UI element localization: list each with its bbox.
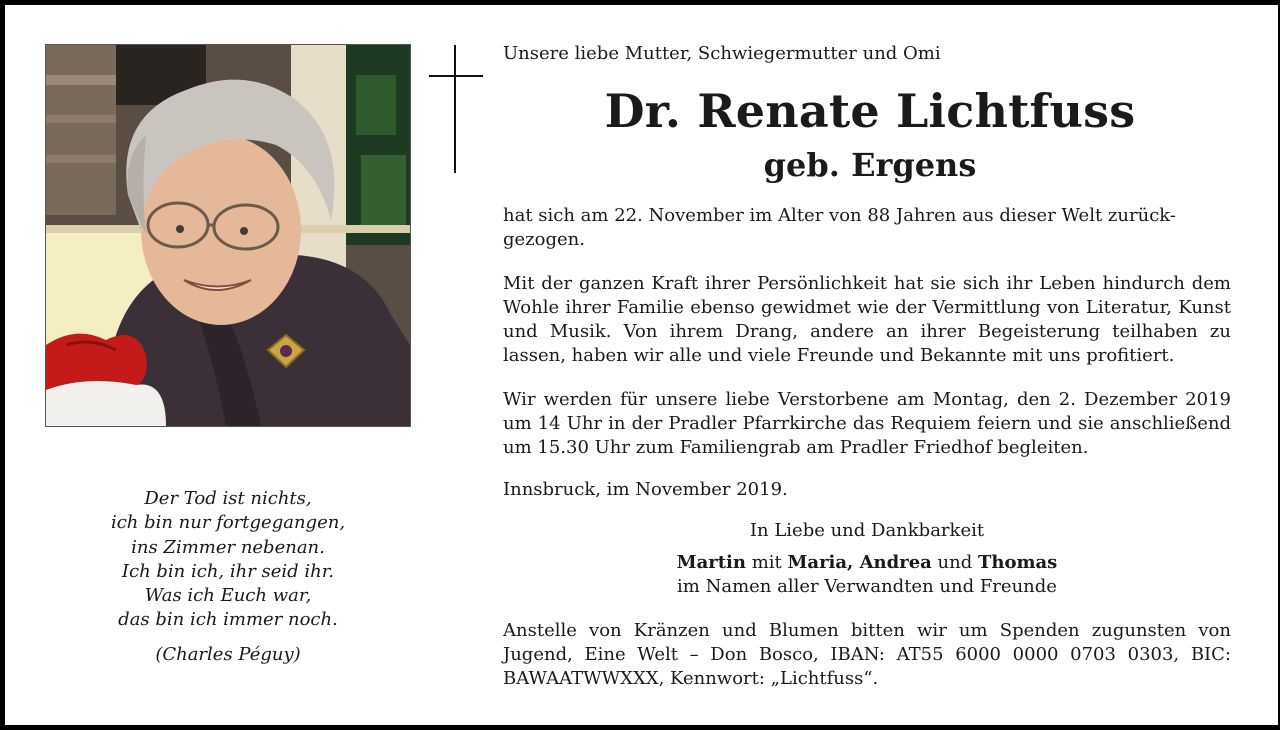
poem-line: Was ich Euch war, [144, 585, 312, 607]
family-name-martin: Martin [676, 552, 746, 573]
poem [46, 487, 410, 667]
place-date: Innsbruck, im November 2019. [503, 479, 788, 500]
poem-author: (Charles Péguy) [155, 643, 301, 665]
maiden-name: geb. Ergens [763, 146, 977, 184]
poem-line: das bin ich immer noch. [118, 609, 338, 631]
family-name-maria-andrea: Maria, Andrea [787, 552, 932, 573]
family-line2: im Namen aller Verwandten und Freunde [677, 576, 1057, 597]
cross-vertical [454, 45, 456, 173]
paragraph-life: Mit der ganzen Kraft ihrer Persönlichkeit hat sie sich ihr Leben hindurch dem Wohle ihrer Familie ebenso gewidmet wie der Vermittlung von Literatur, Kunst und Musik. Von ihrem Drang, andere an ihrer Begeisterung teilhaben zu lassen, haben wir alle und viele Freunde und Bekannte mit uns profitiert. [503, 273, 1231, 366]
family-connector-und: und [931, 552, 978, 573]
family-names [503, 551, 1231, 575]
deceased-name: Dr. Renate Lichtfuss [604, 84, 1136, 138]
family-name-thomas: Thomas [977, 552, 1058, 573]
portrait-photo [46, 45, 410, 426]
poem-line: Der Tod ist nichts, [144, 488, 312, 509]
paragraph-death-line1: hat sich am 22. November im Alter von 88 Jahren aus dieser Welt zurück- [503, 205, 1176, 226]
intro-line: Unsere liebe Mutter, Schwiegermutter und Omi [503, 43, 941, 64]
paragraph-death-line2: gezogen. [503, 229, 585, 250]
paragraph-requiem: Wir werden für unsere liebe Verstorbene am Montag, den 2. Dezember 2019 um 14 Uhr in der Pradler Pfarrkirche das Requiem feiern und sie anschließend um 15.30 Uhr zum Familiengrab am Pradler Friedhof begleiten. [503, 389, 1231, 458]
poem-line: Ich bin ich, ihr seid ihr. [121, 560, 335, 582]
donation-text: Anstelle von Kränzen und Blumen bitten wir um Spenden zugunsten von Jugend, Eine Welt – Don Bosco, IBAN: AT55 6000 0000 0703 0303, BIC: BAWAATWWXXX, Kennwort: „Lichtfuss“. [503, 620, 1231, 689]
cross-horizontal [429, 75, 483, 77]
poem-line: ich bin nur fortgegangen, [110, 512, 346, 534]
poem-line: ins Zimmer nebenan. [131, 536, 325, 558]
family-connector-mit: mit [745, 552, 788, 573]
paragraph-death [503, 204, 1231, 252]
closing-line: In Liebe und Dankbarkeit [749, 520, 985, 541]
